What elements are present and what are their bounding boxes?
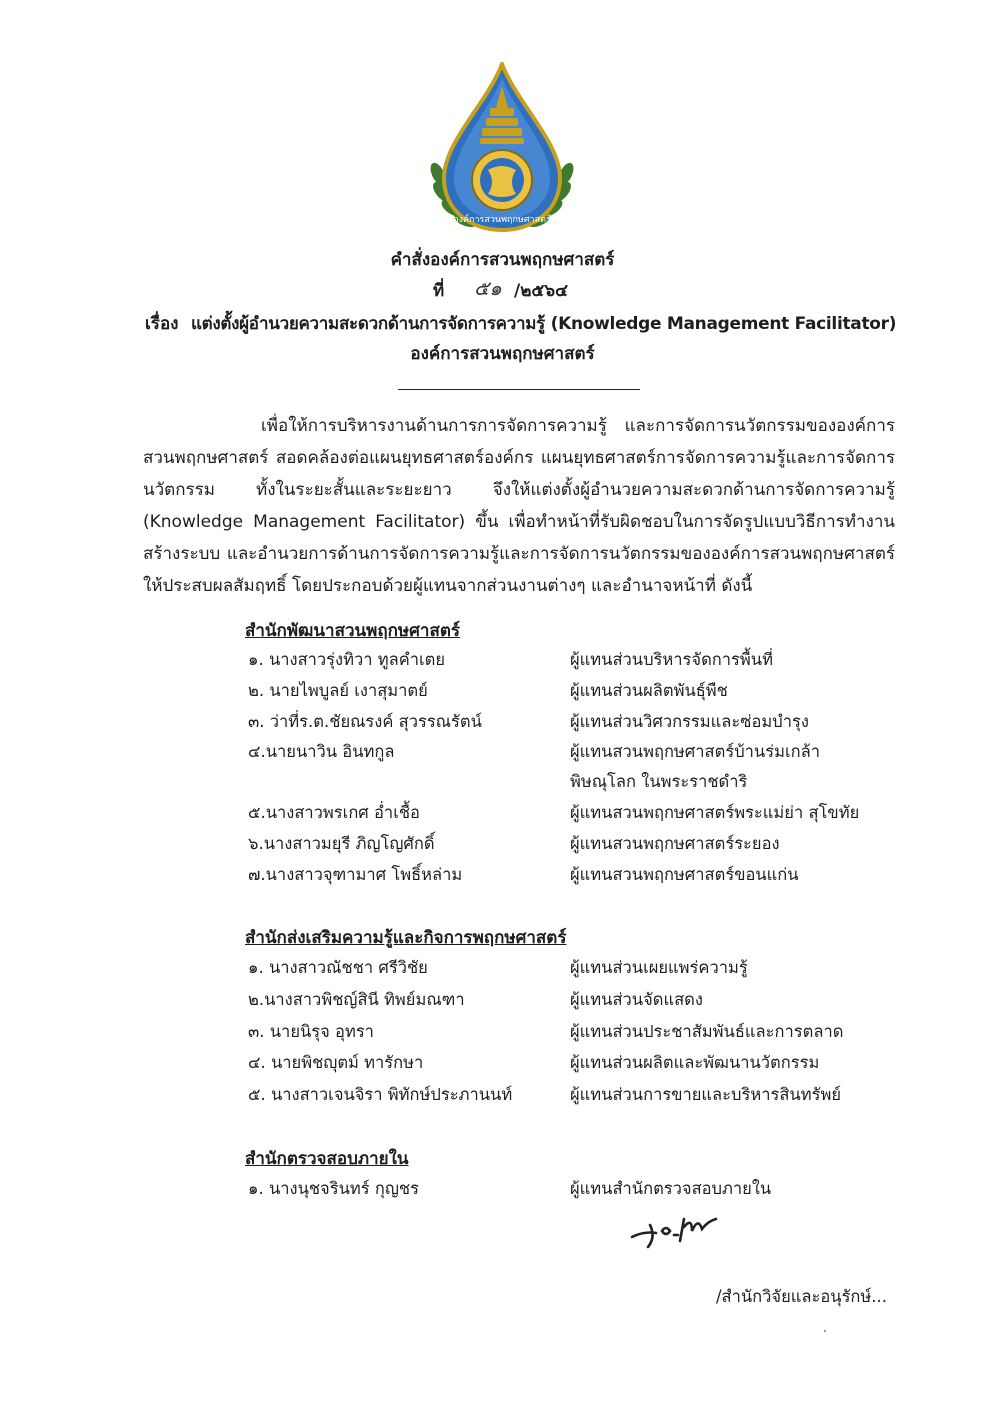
member-role: ผู้แทนสวนพฤกษศาสตร์ระยอง: [570, 834, 780, 853]
member-row: [248, 831, 888, 855]
member-row: [248, 647, 888, 671]
member-role: ผู้แทนส่วนผลิตและพัฒนานวัตกรรม: [570, 1053, 820, 1072]
member-role: ผู้แทนส่วนวิศวกรรมและซ่อมบำรุง: [570, 712, 809, 731]
section-title: สำนักพัฒนาสวนพฤกษศาสตร์: [245, 621, 460, 641]
member-name: ๒. นายไพบูลย์ เงาสุมาตย์: [248, 681, 428, 700]
subject-text: แต่งตั้งผู้อำนวยความสะดวกด้านการจัดการความรู้ (Knowledge Management Facilitator): [191, 314, 897, 334]
member-name: ๗.นางสาวจุฑามาศ โพธิ์หล่าม: [248, 865, 463, 884]
member-row: [248, 955, 888, 979]
member-row: [248, 1019, 888, 1043]
member-role: ผู้แทนส่วนผลิตพันธุ์พืช: [570, 681, 728, 700]
member-name: ๑. นางสาวรุ่งทิวา ทูลคำเตย: [248, 650, 446, 669]
order-number-prefix: ที่: [433, 281, 445, 301]
logo-text: องค์การสวนพฤกษศาสตร์: [453, 215, 551, 225]
body-line: นวัตกรรม ทั้งในระยะสั้นและระยะยาว จึงให้แต่งตั้งผู้อำนวยความสะดวกด้านการจัดการความรู้: [143, 480, 895, 500]
body-line: ให้ประสบผลสัมฤทธิ์ โดยประกอบด้วยผู้แทนจากส่วนงานต่างๆ และอำนาจหน้าที่ ดังนี้: [143, 576, 753, 596]
subject-label: เรื่อง: [145, 314, 179, 334]
member-row: [248, 678, 888, 702]
member-row-continued: [248, 769, 888, 793]
member-role: ผู้แทนสำนักตรวจสอบภายใน: [570, 1179, 772, 1198]
order-number-year: /๒๕๖๔: [514, 281, 568, 301]
body-line: (Knowledge Management Facilitator) ขึ้น เพื่อทำหน้าที่รับผิดชอบในการจัดรูปแบบวิธีการทำงาน: [143, 512, 895, 532]
member-name: ๑. นางนุชจรินทร์ กุญชร: [248, 1179, 419, 1198]
member-name: ๑. นางสาวณัชชา ศรีวิชัย: [248, 958, 428, 977]
member-role: ผู้แทนส่วนบริหารจัดการพื้นที่: [570, 650, 773, 669]
header-divider: [398, 389, 640, 390]
member-name: ๕.นางสาวพรเกศ อ่ำเชื้อ: [248, 803, 420, 822]
member-role: ผู้แทนสวนพฤกษศาสตร์พระแม่ย่า สุโขทัย: [570, 803, 860, 822]
member-row: [248, 1082, 888, 1106]
member-role: ผู้แทนส่วนประชาสัมพันธ์และการตลาด: [570, 1022, 844, 1041]
section-title: สำนักส่งเสริมความรู้และกิจการพฤกษศาสตร์: [245, 928, 567, 948]
member-name: ๒.นางสาวพิชญ์สินี ทิพย์มณฑา: [248, 990, 465, 1009]
member-row: [248, 1050, 888, 1074]
member-name: ๓. นายนิรุจ อุทรา: [248, 1022, 374, 1041]
body-paragraph: [143, 410, 895, 602]
member-name: ๕. นางสาวเจนจิรา พิทักษ์ประภานนท์: [248, 1085, 513, 1104]
member-row: [248, 862, 888, 886]
member-name: ๔.นายนาวิน อินทกูล: [248, 742, 395, 761]
scan-speck: [824, 1330, 826, 1332]
member-name: ๔. นายพิชญุตม์ ทารักษา: [248, 1053, 424, 1072]
member-role: ผู้แทนส่วนจัดแสดง: [570, 990, 703, 1009]
member-name: ๓. ว่าที่ร.ต.ชัยณรงค์ สุวรรณรัตน์: [248, 712, 482, 731]
member-row: [248, 800, 888, 824]
section-title: สำนักตรวจสอบภายใน: [245, 1149, 409, 1169]
member-role: ผู้แทนสวนพฤกษศาสตร์บ้านร่มเกล้า: [570, 742, 820, 761]
member-row: [248, 987, 888, 1011]
member-role: ผู้แทนสวนพฤกษศาสตร์ขอนแก่น: [570, 865, 799, 884]
organization-logo: [428, 62, 576, 238]
member-role: พิษณุโลก ในพระราชดำริ: [570, 772, 748, 791]
member-row: [248, 1176, 888, 1200]
body-line: เพื่อให้การบริหารงานด้านการการจัดการความรู้ และการจัดการนวัตกรรมขององค์การ: [261, 416, 895, 436]
handwritten-initials: [628, 1207, 728, 1251]
member-role: ผู้แทนส่วนการขายและบริหารสินทรัพย์: [570, 1085, 841, 1104]
member-name: ๖.นางสาวมยุรี ภิญโญศักดิ์: [248, 834, 435, 853]
member-role: ผู้แทนส่วนเผยแพร่ความรู้: [570, 958, 748, 977]
order-number-handwritten: ๕๑: [474, 276, 502, 300]
body-line: สวนพฤกษศาสตร์ สอดคล้องต่อแผนยุทธศาสตร์องค์กร แผนยุทธศาสตร์การจัดการความรู้และการจัดการ: [143, 448, 895, 468]
member-row: [248, 739, 888, 763]
body-line: สร้างระบบ และอำนวยการด้านการจัดการความรู้และการจัดการนวัตกรรมขององค์การสวนพฤกษศาสตร์: [143, 544, 895, 564]
subject-org: องค์การสวนพฤกษศาสตร์: [410, 344, 595, 364]
order-title: คำสั่งองค์การสวนพฤกษศาสตร์: [390, 250, 615, 270]
continuation-note: /สำนักวิจัยและอนุรักษ์...: [716, 1287, 888, 1306]
member-row: [248, 709, 888, 733]
